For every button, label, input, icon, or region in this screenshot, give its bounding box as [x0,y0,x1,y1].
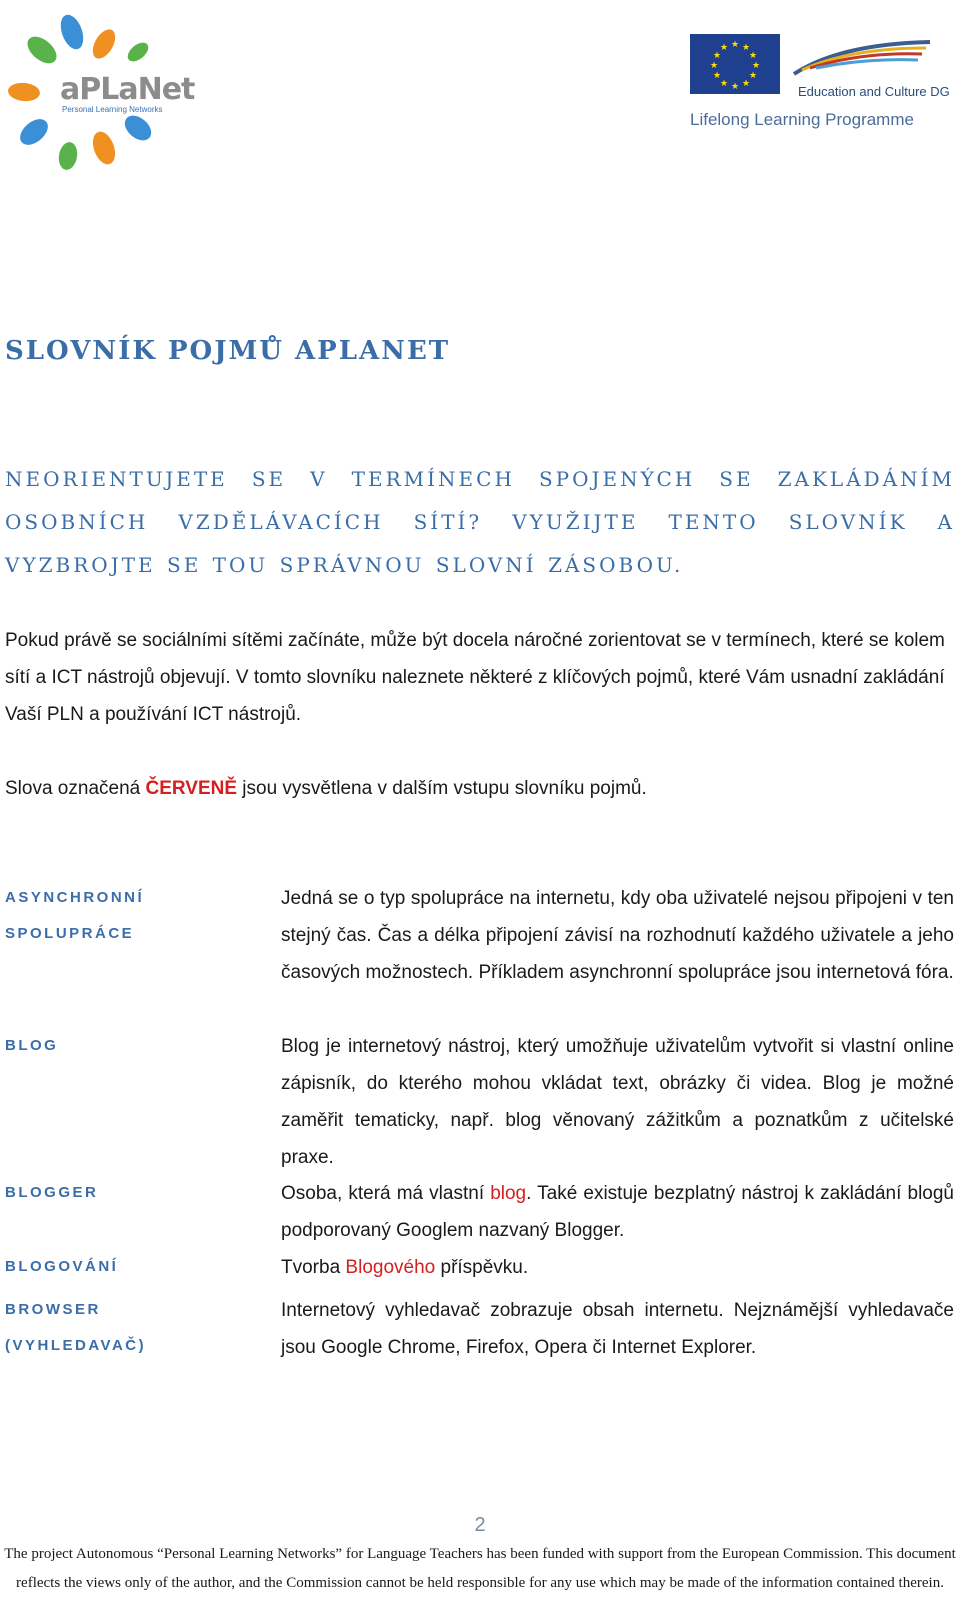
svg-text:★: ★ [748,71,758,81]
svg-text:★: ★ [741,43,751,53]
glossary-def-asynchronni: Jedná se o typ spolupráce na internetu, kdy oba uživatelé nejsou připojeni v ten stejný čas. Čas a délka připojení závisí na rozhodnutí každého uživatele a jeho časových možnostech. Příkladem asynchronní spolupráce jsou internetová fóra. [281,888,954,983]
glossary-term-blogger: BLOGGER [5,1184,99,1201]
svg-text:★: ★ [730,82,740,92]
svg-text:★: ★ [719,43,729,53]
page-number: 2 [474,1514,486,1536]
def-text: . Také existuje bezplatný nástroj k zakládání blogů podporovaný Googlem nazvaný Blogger. [281,1183,954,1241]
glossary-term-asynchronni: ASYNCHRONNÍ SPOLUPRÁCE [5,889,145,942]
term-sub: (VYHLEDAVAČ) [5,1337,147,1354]
page-subtitle: NEORIENTUJETE SE V TERMÍNECH SPOJENÝCH SE ZAKLÁDÁNÍM OSOBNÍCH VZDĚLÁVACÍCH SÍTÍ? VYUŽIJTE TENTO SLOVNÍK A VYZBROJTE SE TOU SPRÁVNOU SLOVNÍ ZÁSOBOU. [5,467,955,577]
eu-lifelong-learning-logo [690,34,954,138]
note-highlight: ČERVENĚ [145,778,238,799]
svg-text:★: ★ [712,71,722,81]
glossary-term-blog: BLOG [5,1037,59,1054]
glossary-def-blogovani [281,1249,954,1286]
svg-text:★: ★ [748,51,758,61]
note-paragraph [5,770,955,807]
aplanet-wordmark: aPLaNet [60,72,195,107]
note-text-after: jsou vysvětlena v dalším vstupu slovníku pojmů. [237,778,647,799]
page-title: SLOVNÍK POJMŮ APLANET [5,336,451,366]
glossary-def-blog: Blog je internetový nástroj, který umožňuje uživatelům vytvořit si vlastní online zápisník, do kterého mohou vkládat text, obrázky či videa. Blog je možné zaměřit tematicky, např. blog věnovaný zážitkům a poznatkům z učitelské praxe. [281,1036,954,1168]
funding-disclaimer: The project Autonomous “Personal Learning Networks” for Language Teachers has been funded with support from the European Commission. This document reflects the views only of the author, and the Commission cannot be held responsible for any use which may be made of the information contained therein. [4,1546,956,1591]
svg-text:★: ★ [712,51,722,61]
svg-text:★: ★ [741,79,751,89]
def-text: Tvorba [281,1257,346,1278]
aplanet-subtitle: Personal Learning Networks [62,105,163,114]
def-text: Osoba, která má vlastní [281,1183,491,1204]
note-text-before: Slova označená [5,778,146,799]
term-main: BROWSER [5,1301,101,1318]
glossary-def-browser: Internetový vyhledavač zobrazuje obsah internetu. Nejznámější vyhledavače jsou Google Chrome, Firefox, Opera či Internet Explorer. [281,1300,954,1358]
glossary-def-blogger [281,1175,954,1249]
eu-programme-label: Lifelong Learning Programme [690,110,914,129]
aplanet-logo [4,8,195,172]
glossary-term-browser [5,1292,235,1364]
glossary-term-blogovani: BLOGOVÁNÍ [5,1258,119,1275]
svg-text:★: ★ [751,61,761,71]
intro-paragraph: Pokud právě se sociálními sítěmi začínáte, může být docela náročné zorientovat se v termínech, které se kolem sítí a ICT nástrojů objevují. V tomto slovníku naleznete některé z klíčových pojmů, které Vám usnadní zakládání Vaší PLN a používání ICT nástrojů. [5,630,945,725]
svg-text:★: ★ [730,40,740,50]
svg-text:★: ★ [719,79,729,89]
crossref-link-blogoveho[interactable]: Blogového [345,1257,436,1278]
def-text: příspěvku. [435,1257,529,1278]
svg-text:★: ★ [709,61,719,71]
eu-dg-label: Education and Culture DG [798,84,950,99]
crossref-link-blog[interactable]: blog [490,1183,527,1204]
